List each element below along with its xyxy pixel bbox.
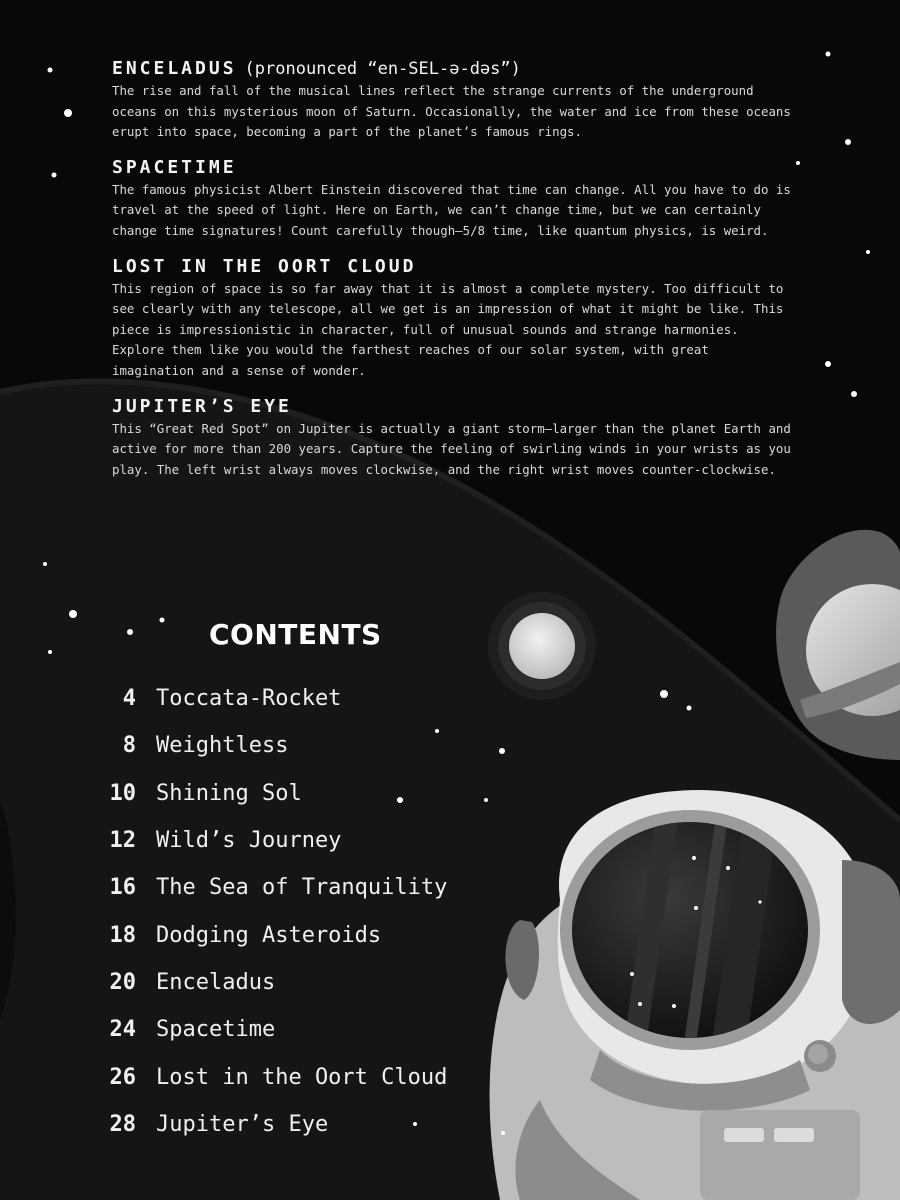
toc-title: Jupiter’s Eye: [156, 1111, 329, 1137]
table-of-contents: [100, 675, 520, 1148]
toc-page-number: 18: [109, 922, 136, 948]
toc-title: Wild’s Journey: [156, 828, 342, 854]
pronunciation: (pronounced “en-SEL-ə-dəs”): [244, 59, 521, 79]
section-heading: [112, 58, 792, 79]
toc-title: Enceladus: [156, 969, 276, 995]
toc-title: The Sea of Tranquility: [156, 875, 448, 901]
toc-title: Toccata-Rocket: [156, 686, 342, 712]
section-title: LOST IN THE OORT CLOUD: [112, 255, 417, 277]
toc-item[interactable]: [100, 1053, 520, 1100]
toc-page-number: 28: [109, 1111, 136, 1137]
toc-page-number: 24: [109, 1017, 136, 1043]
section-body: The famous physicist Albert Einstein discovered that time can change. All you have to do is travel at the speed of light. Here on Earth, we can’t change time, but we can certainly change time signatures! Count carefully though—5/8 time, like quantum physics, is weird.: [112, 181, 791, 238]
toc-page-number: 4: [122, 686, 136, 712]
toc-item[interactable]: [100, 1006, 520, 1053]
toc-item[interactable]: [100, 770, 520, 817]
toc-item[interactable]: [100, 864, 520, 911]
toc-title: Weightless: [156, 733, 289, 759]
toc-item[interactable]: [100, 817, 520, 864]
section-title: JUPITER’S EYE: [112, 395, 292, 417]
toc-title: Dodging Asteroids: [156, 922, 382, 948]
toc-title: Spacetime: [156, 1017, 276, 1043]
toc-page-number: 16: [109, 875, 136, 901]
section-heading: [112, 157, 792, 178]
toc-page-number: 12: [109, 828, 136, 854]
section-oort-cloud: [112, 256, 792, 382]
section-body: This “Great Red Spot” on Jupiter is actually a giant storm—larger than the planet Earth and active for more than 200 years. Capture the feeling of swirling winds in your wrists as you play. The left wrist always moves clockwise, and the right wrist moves counter-clockwise.: [112, 420, 791, 477]
section-heading: [112, 256, 792, 277]
toc-item[interactable]: [100, 911, 520, 958]
piece-descriptions: [112, 58, 792, 494]
toc-item[interactable]: [100, 1101, 520, 1148]
toc-page-number: 8: [122, 733, 136, 759]
toc-item[interactable]: [100, 722, 520, 769]
section-body: The rise and fall of the musical lines reflect the strange currents of the underground oceans on this mysterious moon of Saturn. Occasionally, the water and ice from these oceans erupt into space, becoming a part of the planet’s famous rings.: [112, 83, 791, 140]
chest-panel: [700, 1110, 860, 1200]
section-spacetime: [112, 157, 792, 242]
section-title: SPACETIME: [112, 156, 237, 178]
toc-item[interactable]: [100, 675, 520, 722]
section-jupiters-eye: [112, 396, 792, 481]
toc-title: Lost in the Oort Cloud: [156, 1064, 448, 1090]
contents-title: CONTENTS: [209, 618, 382, 651]
toc-page-number: 20: [109, 969, 136, 995]
section-heading: [112, 396, 792, 417]
toc-item[interactable]: [100, 959, 520, 1006]
toc-title: Shining Sol: [156, 780, 302, 806]
section-enceladus: [112, 58, 792, 143]
section-title: ENCELADUS: [112, 58, 237, 79]
section-body: This region of space is so far away that it is almost a complete mystery. Too difficult to see clearly with any telescope, all we get is an impression of what it might be like. This piece is impressionistic in character, full of unusual sounds and strange harmonies. Explore them like you would the farthest reaches of our solar system, with great imagination and a sense of wonder.: [112, 280, 784, 378]
toc-page-number: 26: [109, 1064, 136, 1090]
toc-page-number: 10: [109, 780, 136, 806]
